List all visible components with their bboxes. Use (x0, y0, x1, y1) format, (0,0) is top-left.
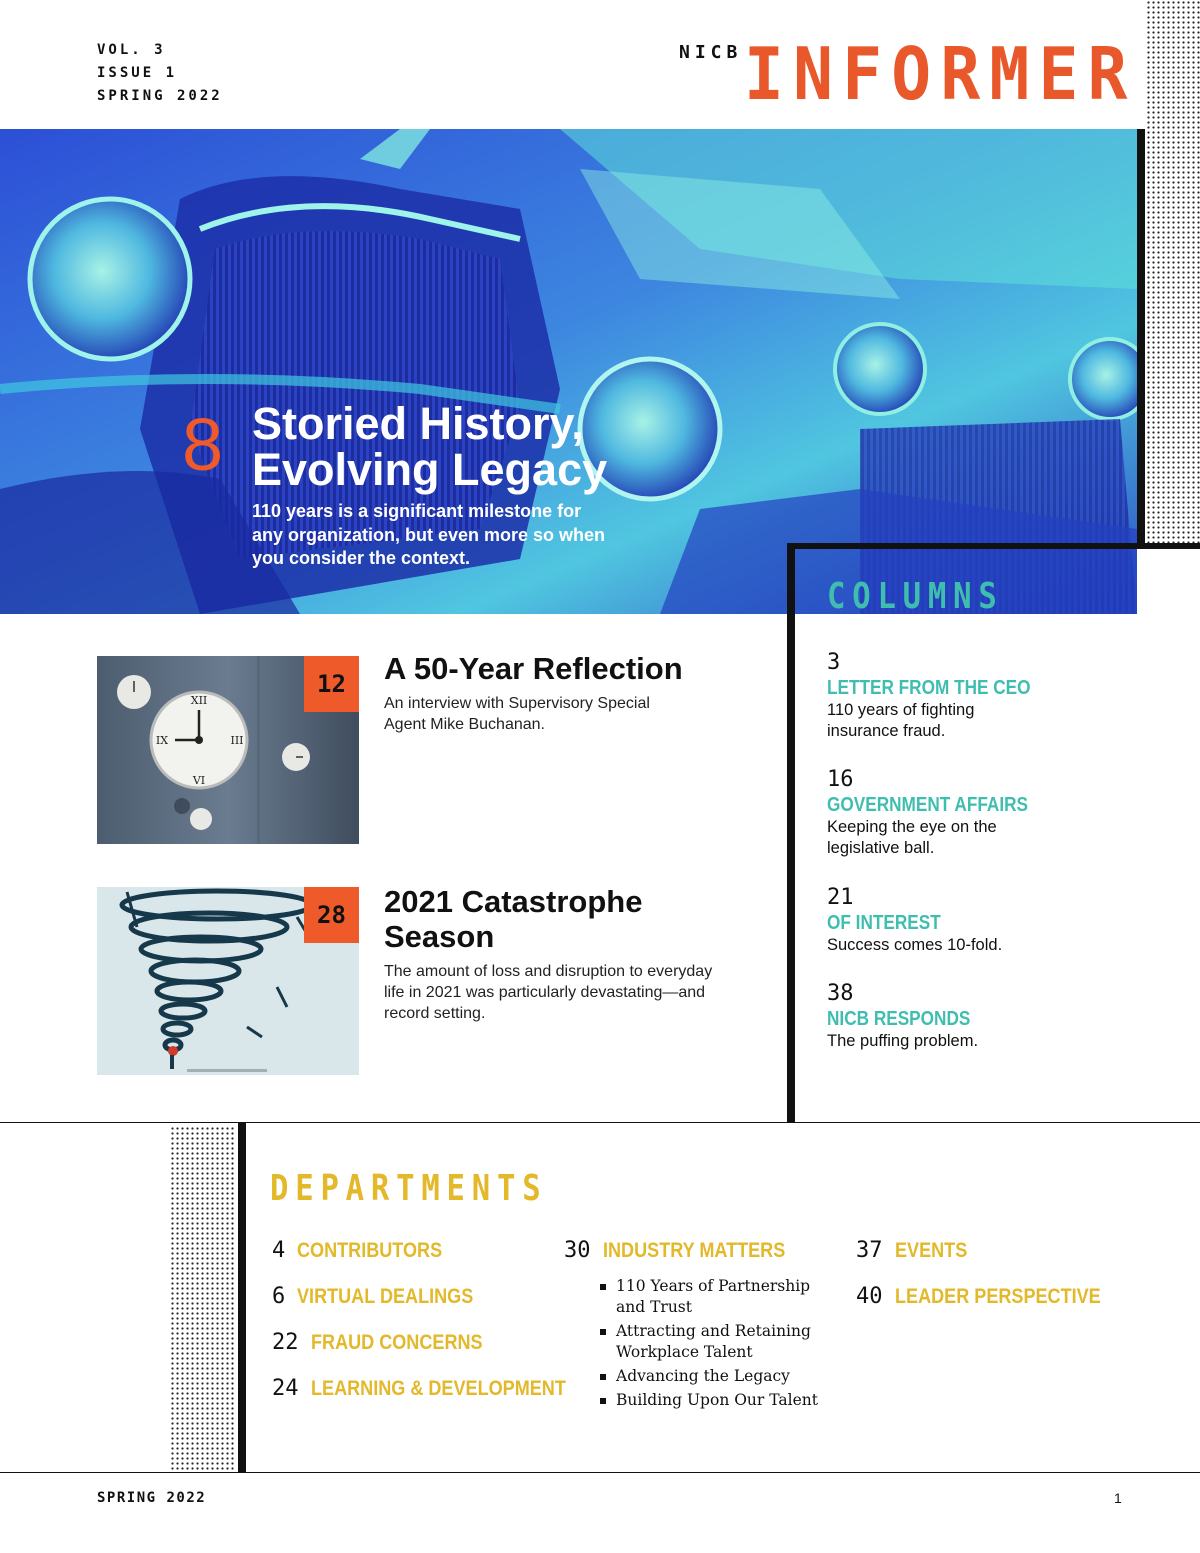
subtopic-line: Workplace Talent (616, 1343, 753, 1361)
feature-description (384, 693, 650, 735)
subtopic-item[interactable] (598, 1366, 818, 1387)
department-entry[interactable] (272, 1238, 607, 1284)
column-description (827, 817, 1061, 859)
subtopic-line: Advancing the Legacy (616, 1367, 790, 1385)
department-entry[interactable] (272, 1376, 607, 1422)
column-description-line: The puffing problem. (827, 1032, 979, 1050)
departments-left-border (238, 1123, 246, 1472)
department-entry[interactable] (272, 1284, 607, 1330)
column-page-number: 16 (827, 767, 854, 792)
season-label: SPRING 2022 (97, 88, 223, 104)
department-page-number: 30 (564, 1238, 591, 1263)
column-title: GOVERNMENT AFFAIRS (827, 794, 1028, 816)
feature-description-line: The amount of loss and disruption to everyday (384, 963, 713, 980)
column-title: LETTER FROM THE CEO (827, 677, 1031, 699)
dot-pattern-strip (170, 1126, 236, 1472)
department-page-number: 22 (272, 1330, 299, 1355)
column-description-line: Keeping the eye on the (827, 818, 997, 836)
department-label: EVENTS (894, 1239, 967, 1262)
department-entry[interactable] (856, 1238, 1134, 1284)
subtopic-item[interactable] (598, 1276, 818, 1318)
hero-border (1137, 129, 1145, 543)
svg-text:XII: XII (190, 694, 208, 707)
columns-top-border (787, 543, 1200, 549)
page-number: 1 (1114, 1490, 1122, 1506)
feature-title-line: 2021 Catastrophe (384, 884, 643, 919)
hero-page-number: 8 (182, 403, 224, 486)
column-entry[interactable] (827, 650, 1064, 742)
footer-season: SPRING 2022 (97, 1490, 207, 1506)
department-label: VIRTUAL DEALINGS (297, 1285, 474, 1308)
feature-description-line: record setting. (384, 1005, 486, 1022)
department-label: FRAUD CONCERNS (310, 1331, 483, 1354)
column-description (827, 1031, 994, 1052)
columns-heading: COLUMNS (827, 576, 1004, 617)
column-description (827, 700, 1064, 742)
department-page-number: 4 (272, 1238, 286, 1263)
dot-pattern-strip (1146, 0, 1200, 543)
column-page-number: 3 (827, 650, 841, 675)
svg-text:VI: VI (192, 774, 206, 787)
hero-subtitle-line-1: 110 years is a significant milestone for (252, 501, 582, 521)
feature-title (384, 884, 642, 954)
svg-text:IX: IX (155, 734, 169, 747)
feature-description-line: life in 2021 was particularly devastating—and (384, 984, 706, 1001)
hero-subtitle-line-2: any organization, but even more so when (252, 524, 606, 545)
feature-page-badge: 28 (304, 887, 359, 943)
feature-description (384, 961, 712, 1024)
departments-column-2 (564, 1238, 818, 1414)
hero-title (252, 398, 608, 495)
feature-title: A 50-Year Reflection (384, 651, 683, 686)
feature-description-line: Agent Mike Buchanan. (384, 716, 545, 733)
department-page-number: 37 (856, 1238, 883, 1263)
column-page-number: 38 (827, 981, 854, 1006)
subtopic-item[interactable] (598, 1390, 818, 1411)
column-description-line: Success comes 10-fold. (827, 936, 1003, 954)
column-description-line: insurance fraud. (827, 722, 946, 740)
feature-title-line: Season (384, 919, 495, 954)
column-entry[interactable] (827, 885, 1002, 956)
hero-title-line-2: Evolving Legacy (252, 444, 608, 495)
department-page-number: 40 (856, 1284, 883, 1309)
column-description-line: 110 years of fighting (827, 701, 975, 719)
department-entry[interactable] (564, 1238, 818, 1276)
departments-column-1 (272, 1238, 607, 1422)
subtopic-line: Attracting and Retaining (616, 1322, 811, 1340)
department-label: CONTRIBUTORS (297, 1239, 443, 1262)
department-entry[interactable] (856, 1284, 1134, 1330)
hero-subtitle (252, 500, 605, 571)
department-label: LEARNING & DEVELOPMENT (310, 1377, 566, 1400)
section-divider (0, 1122, 1200, 1123)
brand-informer-logo: INFORMER (744, 32, 1137, 116)
departments-column-3 (856, 1238, 1134, 1330)
brand-nicb: NICB (679, 42, 743, 63)
issue-label: ISSUE 1 (97, 65, 178, 81)
footer-divider (0, 1472, 1200, 1473)
department-label: INDUSTRY MATTERS (602, 1239, 785, 1262)
column-page-number: 21 (827, 885, 854, 910)
department-page-number: 6 (272, 1284, 286, 1309)
feature-page-badge: 12 (304, 656, 359, 712)
columns-left-border (787, 543, 795, 1123)
subtopic-item[interactable] (598, 1321, 818, 1363)
column-title: NICB RESPONDS (827, 1008, 971, 1030)
svg-text:III: III (230, 734, 244, 747)
column-title: OF INTEREST (827, 912, 941, 934)
feature-description-line: An interview with Supervisory Special (384, 695, 650, 712)
column-entry[interactable] (827, 767, 1061, 859)
column-description-line: legislative ball. (827, 839, 935, 857)
department-label: LEADER PERSPECTIVE (894, 1285, 1101, 1308)
department-subtopics (598, 1276, 818, 1411)
subtopic-line: 110 Years of Partnership (616, 1277, 811, 1295)
departments-heading: DEPARTMENTS (270, 1168, 548, 1209)
hero-title-line-1: Storied History, (252, 398, 584, 449)
issue-info (97, 39, 223, 108)
hero-subtitle-line-3: you consider the context. (252, 548, 471, 568)
department-page-number: 24 (272, 1376, 299, 1401)
subtopic-line: and Trust (616, 1298, 692, 1316)
volume-label: VOL. 3 (97, 42, 166, 58)
department-entry[interactable] (272, 1330, 607, 1376)
subtopic-line: Building Upon Our Talent (616, 1391, 818, 1409)
column-description (827, 935, 1002, 956)
column-entry[interactable] (827, 981, 994, 1052)
